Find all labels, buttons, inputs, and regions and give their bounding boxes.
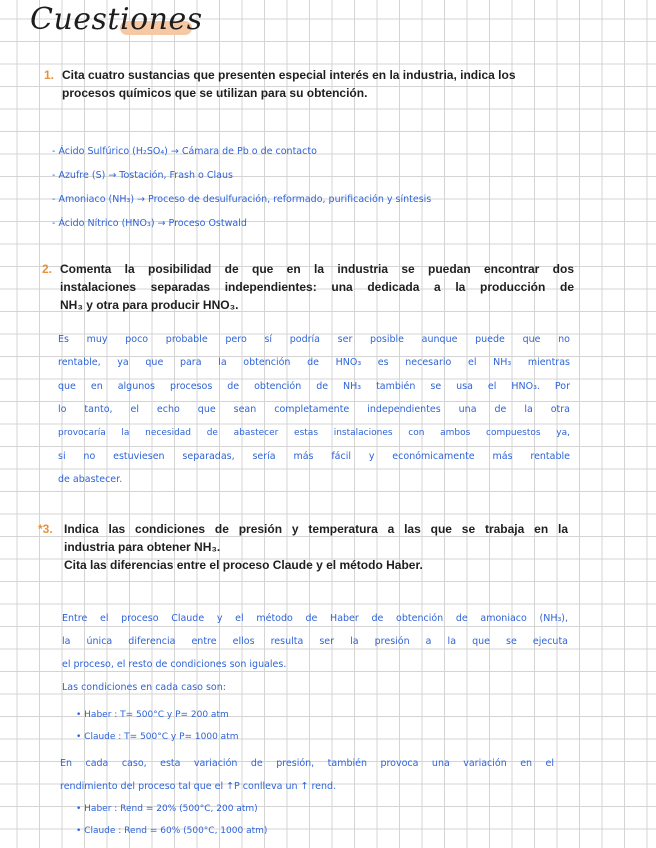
- answer-3-yield-haber: • Haber : Rend = 20% (500°C, 200 atm): [76, 804, 258, 814]
- answer-3-yields: [76, 798, 267, 842]
- answer-2-line-2: rentable, ya que para la obtención de HNO₃ es necesario el NH₃ mientras: [58, 357, 570, 369]
- answer-3-conditions: [76, 704, 239, 748]
- answer-3-note-line-2: rendimiento del proceso tal que el ↑P conlleva un ↑ rend.: [60, 781, 337, 792]
- answer-3-intro-line-3: el proceso, el resto de condiciones son iguales.: [62, 658, 287, 670]
- answer-1-line-2: - Azufre (S) → Tostación, Frash o Claus: [52, 170, 233, 181]
- question-1-line-1: Cita cuatro sustancias que presenten especial interés en la industria, indica los: [62, 68, 516, 82]
- answer-3-conditions-heading: Las condiciones en cada caso son:: [62, 682, 226, 693]
- question-2: [42, 260, 574, 314]
- question-3-number: *3.: [38, 522, 53, 536]
- question-2-line-2: instalaciones separadas independientes: una dedicada a la producción de: [60, 280, 574, 294]
- answer-2-line-1: Es muy poco probable pero sí podría ser posible aunque puede que no: [58, 334, 570, 345]
- answer-2: [58, 328, 570, 492]
- question-1: [44, 66, 522, 102]
- answer-3-note-line-1: En cada caso, esta variación de presión, también provoca una variación en el: [60, 758, 554, 769]
- answer-3-intro-line-1: Entre el proceso Claude y el método de Haber de obtención de amoniaco (NH₃),: [62, 613, 568, 624]
- answer-3-condition-haber: • Haber : T= 500°C y P= 200 atm: [76, 710, 229, 720]
- answer-3-condition-claude: • Claude : T= 500°C y P= 1000 atm: [76, 732, 239, 742]
- answer-2-line-6: si no estuviesen separadas, sería más fácil y económicamente más rentable: [58, 451, 570, 463]
- question-1-number: 1.: [44, 68, 55, 82]
- question-2-number: 2.: [42, 262, 53, 276]
- question-3-line-2: industria para obtener NH₃.: [64, 540, 221, 554]
- question-2-line-1: Comenta la posibilidad de que en la industria se puedan encontrar dos: [60, 262, 574, 276]
- answer-3-note: [60, 752, 554, 798]
- question-3-line-1: Indica las condiciones de presión y temperatura a las que se trabaja en la: [64, 522, 568, 536]
- answer-1: [52, 140, 431, 236]
- question-1-line-2: procesos químicos que se utilizan para su obtención.: [62, 86, 368, 100]
- question-3-line-3: Cita las diferencias entre el proceso Claude y el método Haber.: [64, 558, 423, 572]
- question-2-line-3: NH₃ y otra para producir HNO₃.: [60, 298, 239, 312]
- answer-2-line-4: lo tanto, el echo que sean completamente independientes una de la otra: [58, 404, 570, 416]
- answer-2-line-5: provocaría la necesidad de abastecer estas instalaciones con ambos compuestos ya,: [58, 427, 570, 438]
- answer-3-intro: [62, 608, 568, 676]
- question-3: [38, 520, 568, 574]
- page-title: Cuestiones: [30, 2, 203, 37]
- answer-2-line-3: que en algunos procesos de obtención de NH₃ también se usa el HNO₃. Por: [58, 380, 570, 392]
- answer-1-line-3: - Amoniaco (NH₃) → Proceso de desulfuración, reformado, purificación y síntesis: [52, 194, 432, 205]
- answer-3-yield-claude: • Claude : Rend = 60% (500°C, 1000 atm): [76, 826, 268, 836]
- answer-3-intro-line-2: la única diferencia entre ellos resulta ser la presión a la que se ejecuta: [62, 635, 568, 647]
- answer-1-line-1: - Ácido Sulfúrico (H₂SO₄) → Cámara de Pb o de contacto: [52, 146, 317, 157]
- answer-2-line-7: de abastecer.: [58, 474, 123, 486]
- answer-1-line-4: - Ácido Nítrico (HNO₃) → Proceso Ostwald: [52, 218, 247, 229]
